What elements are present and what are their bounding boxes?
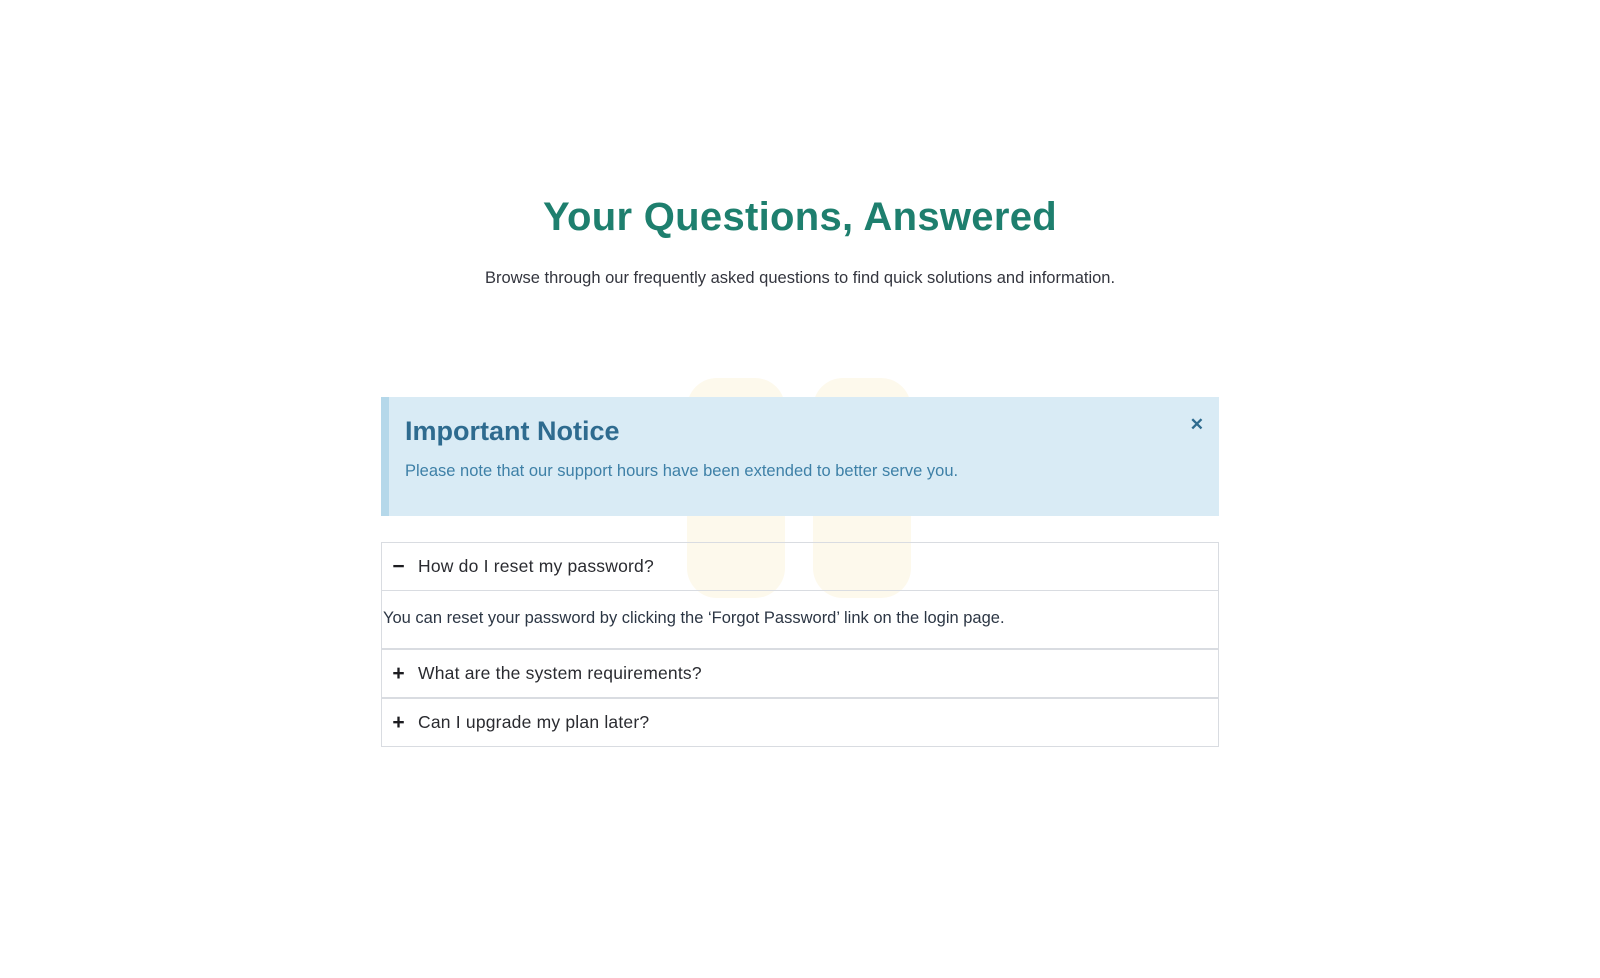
faq-question-row-reset-password[interactable] (382, 543, 1218, 590)
faq-item (381, 649, 1219, 698)
page-subtitle: Browse through our frequently asked questions to find quick solutions and information. (484, 269, 1116, 287)
close-icon[interactable]: ✕ (1189, 415, 1204, 435)
faq-question-row-upgrade-plan[interactable] (382, 699, 1218, 746)
faq-page (381, 0, 1219, 747)
plus-icon: + (392, 662, 405, 686)
faq-question-label: Can I upgrade my plan later? (418, 712, 650, 733)
page-title: Your Questions, Answered (543, 195, 1057, 239)
faq-question-row-system-requirements[interactable] (382, 650, 1218, 697)
minus-icon: − (392, 555, 405, 579)
plus-icon: + (392, 711, 405, 735)
faq-answer-text: You can reset your password by clicking the ‘Forgot Password’ link on the login page. (382, 590, 1218, 648)
faq-item (381, 542, 1219, 649)
notice-body-text: Please note that our support hours have been extended to better serve you. (405, 462, 959, 481)
important-notice-banner (381, 397, 1219, 516)
faq-question-label: How do I reset my password? (418, 556, 654, 577)
faq-question-label: What are the system requirements? (418, 663, 702, 684)
faq-accordion (381, 542, 1219, 747)
notice-heading: Important Notice (405, 416, 620, 447)
faq-item (381, 698, 1219, 747)
